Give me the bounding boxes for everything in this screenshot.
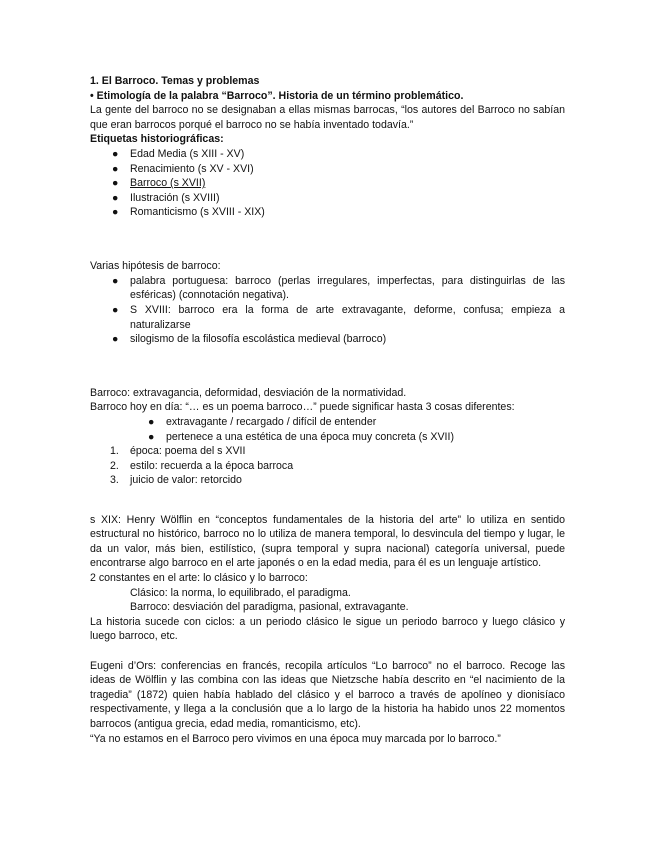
- labels-title: Etiquetas historiográficas:: [90, 133, 224, 146]
- bullet-icon: ●: [148, 416, 155, 429]
- bullet-icon: ●: [112, 274, 119, 287]
- constant-baroque: Barroco: desviación del paradigma, pasional, extravagante.: [130, 601, 409, 614]
- spacer: [90, 249, 565, 259]
- spacer: [90, 347, 565, 376]
- cycles-paragraph: La historia sucede con ciclos: a un periodo clásico le sigue un periodo barroco y luego clásico y luego barroco, etc.: [90, 615, 565, 643]
- bullet-icon: ●: [148, 430, 155, 443]
- bullet-icon: ●: [112, 191, 119, 204]
- hypotheses-title: Varias hipótesis de barroco:: [90, 260, 221, 273]
- spacer: [90, 644, 565, 659]
- today-line: Barroco hoy en día: “… es un poema barroco…” puede significar hasta 3 cosas diferentes:: [90, 401, 515, 414]
- section-subtitle: • Etimología de la palabra “Barroco”. Historia de un término problemático.: [90, 89, 464, 102]
- bullet-icon: ●: [112, 147, 119, 160]
- list-item: ● Barroco (s XVII): [112, 177, 206, 190]
- list-item: ● silogismo de la filosofía escolástica medieval (barroco): [112, 333, 387, 346]
- bullet-icon: ●: [112, 206, 119, 219]
- spacer: [90, 376, 565, 386]
- list-item: ● Renacimiento (s XV - XVI): [112, 162, 254, 175]
- quote-line: “Ya no estamos en el Barroco pero vivimos en una época muy marcada por lo barroco.”: [90, 732, 501, 745]
- spacer: [90, 503, 565, 513]
- section-title: 1. El Barroco. Temas y problemas: [90, 75, 260, 87]
- list-item: ● Edad Media (s XIII - XV): [112, 147, 245, 160]
- labels-list: [90, 147, 565, 220]
- spacer: [90, 220, 565, 249]
- constant-classic: Clásico: la norma, lo equilibrado, el paradigma.: [130, 586, 351, 599]
- dors-paragraph: Eugeni d’Ors: conferencias en francés, recopila artículos “Lo barroco” no el barroco. Recoge las ideas de Wölflin y las combina con las ideas que Nietzsche había descrito en “el nacimiento de la tragedia” (1872) quien había hablado del clásico y el barroco a través de apolíneo y dionisíaco respectivamente, y llega a la conclusión que a lo largo de la historia ha habido unos 22 momentos barrocos (antigua grecia, edad media, romanticismo, etc).: [90, 659, 565, 730]
- hypotheses-list: [90, 274, 565, 347]
- list-item: ● S XVIII: barroco era la forma de arte extravagante, deforme, confusa; empieza a naturalizarse: [112, 303, 565, 331]
- list-item: ● extravagante / recargado / difícil de entender: [148, 416, 377, 429]
- list-item: 3. juicio de valor: retorcido: [110, 474, 242, 487]
- list-item: ● pertenece a una estética de una época muy concreta (s XVII): [148, 430, 454, 443]
- intro-paragraph: La gente del barroco no se designaban a ellas mismas barrocas, “los autores del Barroco no sabían que eran barrocos porqué el barroco no se había inventado todavía.”: [90, 104, 565, 131]
- list-item: 2. estilo: recuerda a la época barroca: [110, 459, 294, 472]
- bullet-icon: ●: [112, 177, 119, 190]
- meanings-list: [90, 444, 565, 488]
- definition-line: Barroco: extravagancia, deformidad, desviación de la normatividad.: [90, 386, 407, 399]
- list-item: ● palabra portuguesa: barroco (perlas irregulares, imperfectas, para distinguirlas de las esféricas) (connotación negativa).: [112, 274, 565, 302]
- bullet-icon: ●: [112, 162, 119, 175]
- list-item: 1. época: poema del s XVII: [110, 445, 246, 458]
- bullet-icon: ●: [112, 303, 119, 316]
- constants-title: 2 constantes en el arte: lo clásico y lo barroco:: [90, 572, 308, 584]
- today-list: [90, 415, 565, 444]
- document-page: [90, 74, 565, 746]
- wolflin-paragraph: s XIX: Henry Wölflin en “conceptos fundamentales de la historia del arte” lo utiliza en sentido estructural no histórico, barroco no lo utiliza de manera temporal, lo desvincula del tiempo y lugar, le da un valor, más bien, estilístico, (supra temporal y supra nacional) categoría universal, puede encontrarse algo barroco en el arte japonés o en la edad media, para él es un lenguaje artístico.: [90, 513, 565, 570]
- list-item: ● Ilustración (s XVIII): [112, 191, 220, 204]
- list-item: ● Romanticismo (s XVIII - XIX): [112, 206, 265, 219]
- spacer: [90, 488, 565, 503]
- bullet-icon: ●: [112, 333, 119, 346]
